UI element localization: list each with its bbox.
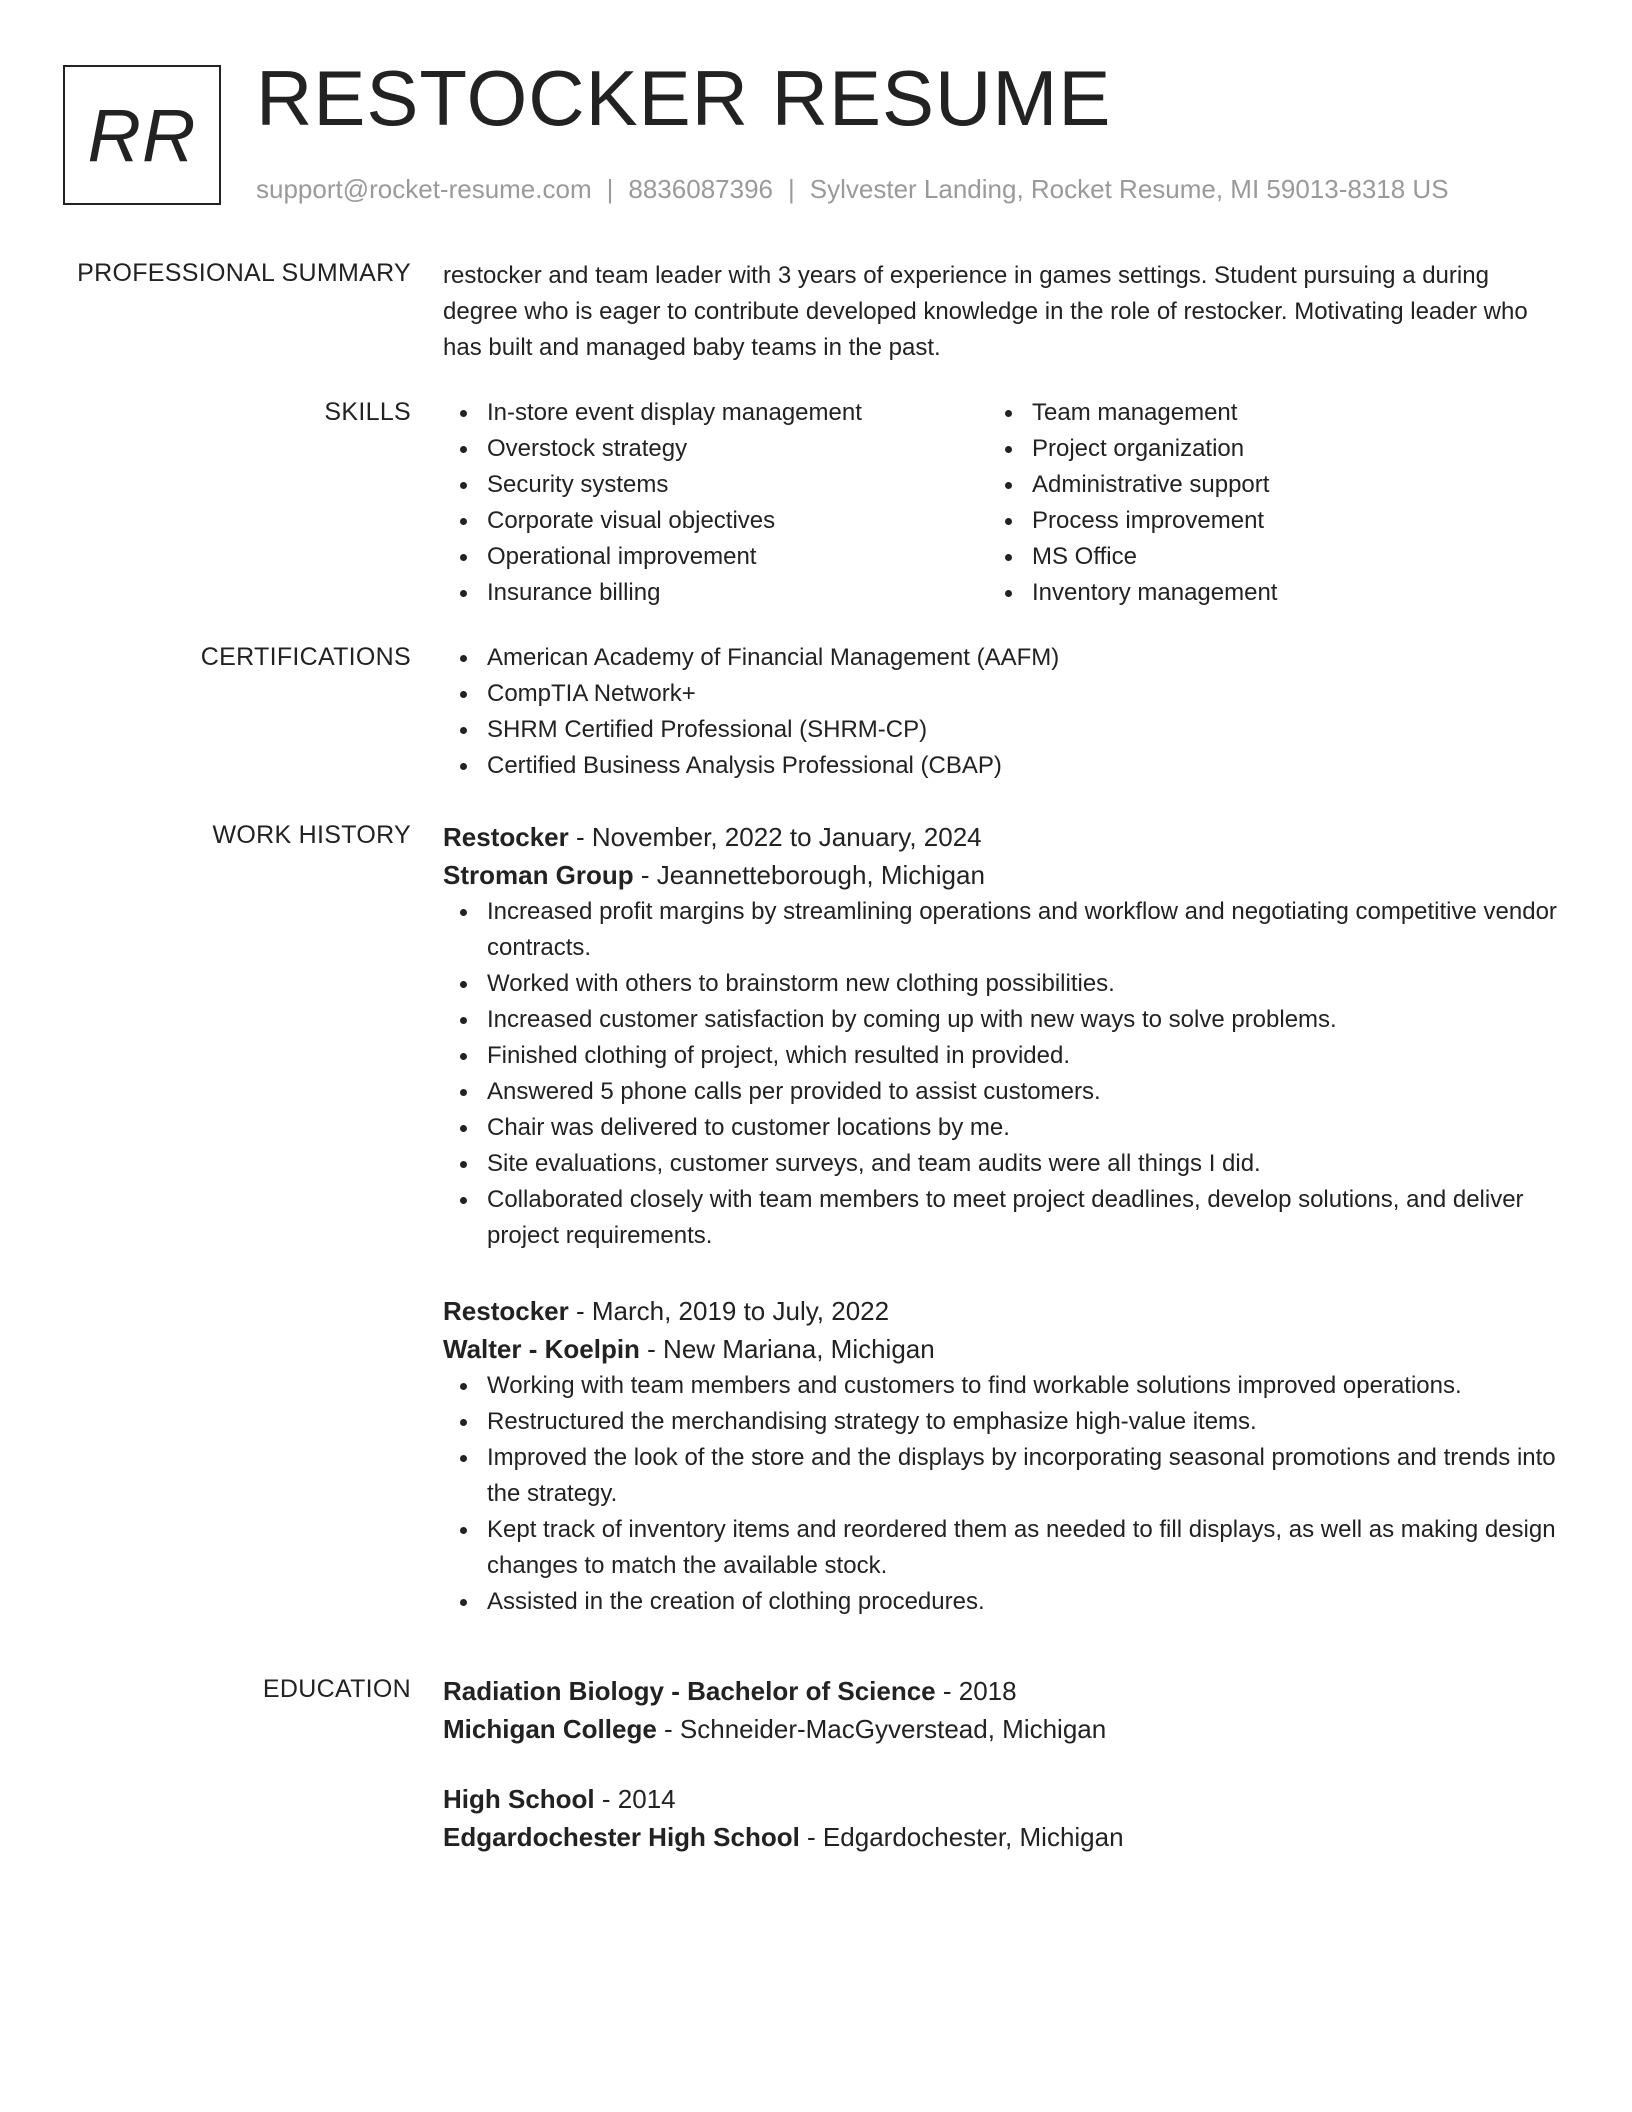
job-entry	[443, 1292, 1558, 1620]
contact-separator: |	[606, 174, 614, 204]
job-bullet: Increased customer satisfaction by coming up with new ways to solve problems.	[443, 1002, 1558, 1038]
job-bullet: Finished clothing of project, which resulted in provided.	[443, 1038, 1558, 1074]
skills-list-left	[443, 395, 988, 611]
skill-item: In-store event display management	[443, 395, 988, 431]
skill-item: Corporate visual objectives	[443, 503, 988, 539]
job-bullet: Answered 5 phone calls per provided to assist customers.	[443, 1074, 1558, 1110]
job-bullets	[443, 894, 1558, 1254]
summary-text: restocker and team leader with 3 years of experience in games settings. Student pursuing a during degree who is eager to contribute developed knowledge in the role of restocker. Motivating leader who has built and managed baby teams in the past.	[443, 262, 1528, 361]
education-school-line	[443, 1710, 1558, 1748]
education-school: Edgardochester High School	[443, 1822, 800, 1852]
job-location: - Jeannetteborough, Michigan	[633, 860, 985, 890]
contact-phone: 8836087396	[628, 174, 773, 204]
job-bullet: Improved the look of the store and the displays by incorporating seasonal promotions and trends into the strategy.	[443, 1440, 1558, 1512]
job-company-line	[443, 1330, 1558, 1368]
job-entry	[443, 818, 1558, 1254]
skill-item: Project organization	[988, 431, 1533, 467]
job-bullet: Worked with others to brainstorm new clothing possibilities.	[443, 966, 1558, 1002]
job-bullet: Site evaluations, customer surveys, and team audits were all things I did.	[443, 1146, 1558, 1182]
page-title: RESTOCKER RESUME	[256, 54, 1112, 142]
job-location: - New Mariana, Michigan	[639, 1334, 935, 1364]
job-company: Walter - Koelpin	[443, 1334, 640, 1364]
job-bullet: Assisted in the creation of clothing procedures.	[443, 1584, 1558, 1620]
job-dates: - March, 2019 to July, 2022	[568, 1296, 890, 1326]
certifications-list	[443, 640, 1558, 784]
skill-item: Administrative support	[988, 467, 1533, 503]
education-year: - 2018	[935, 1676, 1017, 1706]
job-bullet: Kept track of inventory items and reordered them as needed to fill displays, as well as making design changes to match the available stock.	[443, 1512, 1558, 1584]
contact-separator: |	[788, 174, 795, 204]
education-degree-line	[443, 1672, 1558, 1710]
job-title: Restocker	[443, 822, 569, 852]
job-bullet: Increased profit margins by streamlining operations and workflow and negotiating competitive vendor contracts.	[443, 894, 1558, 966]
education-school: Michigan College	[443, 1714, 657, 1744]
job-bullet: Chair was delivered to customer locations by me.	[443, 1110, 1558, 1146]
skill-item: Security systems	[443, 467, 988, 503]
section-label: CERTIFICATIONS	[200, 643, 411, 671]
certification-item: CompTIA Network+	[443, 676, 1558, 712]
job-company-line	[443, 856, 1558, 894]
job-bullets	[443, 1368, 1558, 1620]
education-degree: High School	[443, 1784, 595, 1814]
skill-item: MS Office	[988, 539, 1533, 575]
work-history-body	[443, 818, 1558, 1620]
skills-body	[443, 395, 1558, 611]
education-body	[443, 1672, 1558, 1856]
education-degree: Radiation Biology - Bachelor of Science	[443, 1676, 936, 1706]
skill-item: Overstock strategy	[443, 431, 988, 467]
monogram-logo: RR	[63, 65, 221, 205]
education-entry	[443, 1672, 1558, 1748]
skill-item: Team management	[988, 395, 1533, 431]
job-bullet: Restructured the merchandising strategy to emphasize high-value items.	[443, 1404, 1558, 1440]
job-bullet: Collaborated closely with team members to meet project deadlines, develop solutions, and deliver project requirements.	[443, 1182, 1558, 1254]
job-dates: - November, 2022 to January, 2024	[568, 822, 982, 852]
education-location: - Edgardochester, Michigan	[799, 1822, 1124, 1852]
skills-list-right	[988, 395, 1533, 611]
certification-item: American Academy of Financial Management (AAFM)	[443, 640, 1558, 676]
job-title: Restocker	[443, 1296, 569, 1326]
education-entry	[443, 1780, 1558, 1856]
education-school-line	[443, 1818, 1558, 1856]
education-location: - Schneider-MacGyverstead, Michigan	[656, 1714, 1107, 1744]
skill-item: Process improvement	[988, 503, 1533, 539]
certification-item: SHRM Certified Professional (SHRM-CP)	[443, 712, 1558, 748]
contact-line	[256, 173, 1449, 205]
contact-email: support@rocket-resume.com	[256, 174, 592, 204]
contact-address: Sylvester Landing, Rocket Resume, MI 59013-8318 US	[809, 174, 1449, 204]
education-degree-line	[443, 1780, 1558, 1818]
education-year: - 2014	[594, 1784, 676, 1814]
skill-item: Inventory management	[988, 575, 1533, 611]
job-title-line	[443, 818, 1558, 856]
section-label: WORK HISTORY	[212, 821, 411, 849]
certification-item: Certified Business Analysis Professional (CBAP)	[443, 748, 1558, 784]
section-label: PROFESSIONAL SUMMARY	[77, 259, 411, 287]
skill-item: Insurance billing	[443, 575, 988, 611]
certifications-body	[443, 640, 1558, 784]
job-bullet: Working with team members and customers to find workable solutions improved operations.	[443, 1368, 1558, 1404]
section-label: EDUCATION	[262, 1675, 411, 1703]
job-company: Stroman Group	[443, 860, 634, 890]
job-title-line	[443, 1292, 1558, 1330]
skill-item: Operational improvement	[443, 539, 988, 575]
section-label: SKILLS	[324, 398, 411, 426]
